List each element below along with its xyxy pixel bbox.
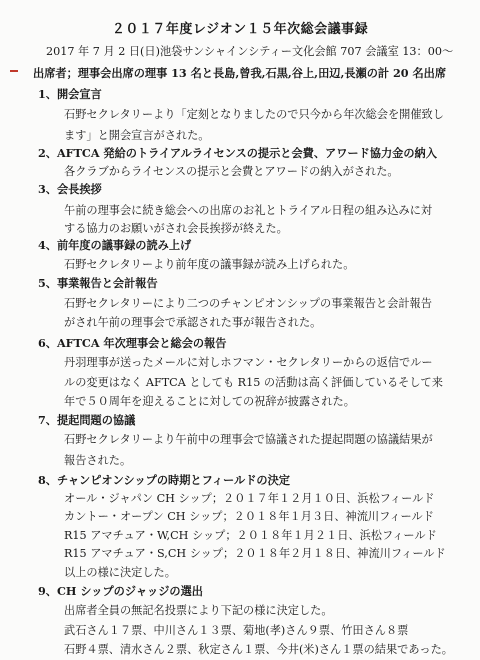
section-line: する協力のお願いがされ会長挨拶が終えた。	[64, 222, 288, 235]
section-heading: 4、前年度の議事録の読み上げ	[38, 238, 192, 252]
margin-mark	[10, 70, 18, 72]
section-line: 武石さん１７票、中川さん１３票、菊地(孝)さん９票、竹田さん８票	[64, 624, 409, 637]
section-heading: 2、AFTCA 発給のトライアルライセンスの提示と会費、アワード協力金の納入	[38, 146, 437, 160]
section-line: ます」と開会宣言がされた。	[64, 129, 210, 142]
section-line: 石野セクレタリーより前年度の議事録が読み上げられた。	[64, 258, 355, 271]
attendees-line: 出席者；理事会出席の理事 13 名と長島,曾我,石黒,谷上,田辺,長瀬の計 20 名出席	[33, 66, 447, 80]
section-line: カントー・オープン CH シップ；２０１８年１月３日、神流川フィールド	[64, 510, 434, 523]
section-line: 石野セクレタリーより午前中の理事会で協議された提起問題の協議結果が	[64, 433, 433, 446]
section-line: 出席者全員の無記名投票により下記の様に決定した。	[64, 604, 333, 617]
section-line: オール・ジャパン CH シップ；２０１７年１２月１０日、浜松フィールド	[64, 492, 435, 505]
section-line: 丹羽理事が送ったメールに対しホフマン・セクレタリーからの返信でルー	[64, 356, 433, 369]
section-line: R15 アマチュア・S,CH シップ；２０１８年２月１８日、神流川フィールド	[64, 547, 446, 560]
document-title: ２０１７年度レジオン１５年次総会議事録	[111, 22, 369, 37]
section-line: 各クラブからライセンスの提示と会費とアワードの納入がされた。	[64, 165, 399, 178]
section-heading: 1、開会宣言	[38, 87, 102, 101]
section-heading: 6、AFTCA 年次理事会と総会の報告	[38, 336, 227, 350]
section-heading: 7、提起問題の協議	[38, 413, 136, 427]
section-line: 石野４票、清水さん２票、秋定さん１票、今井(米)さん１票の結果であった。	[64, 643, 453, 656]
section-line: 年で５０周年を迎えることに対しての祝辞が披露された。	[64, 395, 355, 408]
section-line: ルの変更はなく AFTCA としても R15 の活動は高く評価しているそして来	[64, 376, 443, 389]
section-line: 石野セクレタリーにより二つのチャンピオンシップの事業報告と会計報告	[64, 297, 432, 310]
section-heading: 9、CH シップのジャッジの選出	[38, 584, 203, 598]
section-line: 石野セクレタリーより「定刻となりましたので只今から年次総会を開催致し	[64, 108, 444, 121]
section-line: 以上の様に決定した。	[64, 566, 176, 579]
section-line: 報告された。	[64, 454, 132, 467]
section-heading: 5、事業報告と会計報告	[38, 276, 158, 290]
section-line: がされ午前の理事会で承認された事が報告された。	[64, 316, 322, 329]
section-heading: 8、チャンピオンシップの時期とフィールドの決定	[38, 473, 290, 487]
section-line: 午前の理事会に続き総会への出席のお礼とトライアル日程の組み込みに対	[64, 204, 433, 217]
section-heading: 3、会長挨拶	[38, 182, 102, 196]
date-line: 2017 年 7 月 2 日(日)池袋サンシャインシティー文化会館 707 会議室 13：00〜	[46, 45, 454, 58]
section-line: R15 アマチュア・W,CH シップ；２０１８年１月２１日、浜松フィールド	[64, 529, 437, 542]
